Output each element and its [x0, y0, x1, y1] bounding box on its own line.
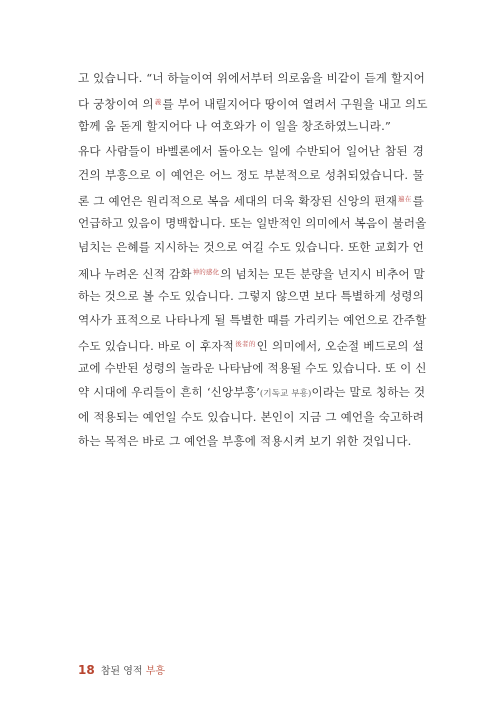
text-segment: 의 넘치는 모든 분량을 넌지시 비추어 말	[220, 266, 425, 281]
text-line	[78, 66, 424, 90]
running-title	[101, 662, 165, 677]
text-line	[78, 356, 427, 380]
text-line	[78, 284, 424, 308]
text-line	[78, 332, 424, 356]
text-line	[78, 139, 424, 163]
text-segment: 약 시대에 우리들이 흔히 ‘신앙부흥’	[78, 385, 260, 400]
text-line	[78, 187, 424, 211]
running-title-main: 참된 영적	[100, 666, 143, 677]
text-line	[78, 235, 424, 259]
text-segment: 인 의미에서, 오순절 베드로의 설	[256, 339, 425, 354]
hanja-gloss: 遍在	[398, 194, 412, 203]
text-segment: 수도 있습니다. 바로 이 후자적	[78, 339, 235, 354]
text-segment: 건의 부흥으로 이 예언은 어느 정도 부분적으로 성취되었습니다. 물	[78, 167, 424, 182]
running-title-accent: 부흥	[145, 666, 166, 677]
text-line	[78, 211, 427, 235]
text-segment: 를 부어 내릴지어다 땅이여 열려서 구원을 내고 의도	[162, 97, 428, 112]
parenthetical-note: (기독교 부흥)	[259, 389, 312, 400]
text-segment: 유다 사람들이 바벨론에서 돌아오는 일에 수반되어 일어난 참된 경	[78, 143, 424, 158]
text-line	[78, 260, 424, 284]
text-segment: 에 적용되는 예언일 수도 있습니다. 본인이 지금 그 예언을 숙고하려	[78, 409, 424, 424]
text-segment: 하는 목적은 바로 그 예언을 부흥에 적용시켜 보기 위한 것입니다.	[78, 433, 412, 448]
page-footer	[78, 662, 165, 677]
body-text	[78, 66, 428, 453]
text-segment: 언급하고 있음이 명백합니다. 또는 일반적인 의미에서 복음이 불러올	[78, 216, 427, 231]
text-segment: 제나 누려온 신적 감화	[78, 266, 192, 281]
text-segment: 하는 것으로 볼 수도 있습니다. 그렇지 않으면 보다 특별하게 성령의	[78, 288, 424, 303]
text-line	[78, 308, 427, 332]
text-segment: 교에 수반된 성령의 놀라운 나타남에 적용될 수도 있습니다. 또 이 신	[78, 361, 427, 376]
text-line	[78, 380, 424, 404]
text-segment: 역사가 표적으로 나타나게 될 특별한 때를 가리키는 예언으로 간주할	[78, 312, 427, 327]
text-segment: 고 있습니다. “너 하늘이여 위에서부터 의로움을 비같이 듣게 할지어	[78, 71, 426, 85]
text-segment: 다 궁창이여 의	[78, 97, 154, 112]
hanja-gloss: 義	[154, 98, 162, 107]
text-segment: 를	[412, 193, 424, 208]
hanja-gloss: 神的感化	[192, 267, 220, 276]
hanja-gloss: 後者的	[235, 340, 256, 349]
text-segment: 이라는 말로 칭하는 것	[311, 385, 426, 400]
text-line	[78, 163, 424, 187]
text-line	[78, 429, 424, 453]
text-line	[78, 90, 428, 114]
page-number: 18	[78, 663, 95, 677]
text-line	[78, 405, 424, 429]
text-segment: 론 그 예언은 원리적으로 복음 세대의 더욱 확장된 신앙의 편재	[78, 193, 398, 208]
text-segment: 함께 움 돋게 할지어다 나 여호와가 이 일을 창조하였느니라.”	[78, 119, 391, 134]
text-segment: 넘치는 은혜를 지시하는 것으로 여길 수도 있습니다. 또한 교회가 언	[78, 240, 424, 255]
text-line	[78, 114, 424, 138]
